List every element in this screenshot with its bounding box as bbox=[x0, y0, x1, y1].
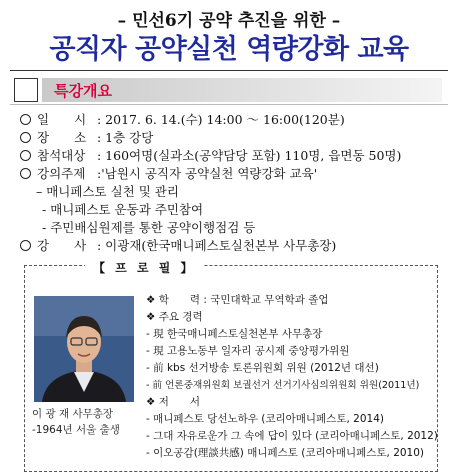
photo-caption: 이 광 재 사무총장 -1964년 서울 출생 bbox=[32, 408, 120, 436]
bullet-icon bbox=[20, 168, 31, 179]
overview-row-topic bbox=[20, 164, 317, 182]
page-title: 공직자 공약실천 역량강화 교육 bbox=[49, 34, 409, 65]
overview-label: 장 소 bbox=[37, 130, 87, 145]
section-title: 특강개요 bbox=[54, 82, 112, 100]
bullet-icon bbox=[20, 132, 31, 143]
section-box-icon bbox=[14, 78, 38, 102]
overview-label: 참석대상 bbox=[37, 148, 86, 163]
overview-label: 일 시 bbox=[37, 112, 87, 127]
overview-value: : 1층 강당 bbox=[97, 130, 154, 145]
profile-line: - 매니페스토 당선노하우 (코리아매니페스토, 2014) bbox=[146, 413, 384, 425]
profile-line: ❖ 주요 경력 bbox=[146, 311, 203, 323]
profile-line: - 現 고용노동부 일자리 공시제 중앙평가위원 bbox=[146, 345, 350, 357]
profile-line: ❖ 저 서 bbox=[146, 396, 201, 408]
lecturer-photo bbox=[34, 296, 134, 402]
profile-line: - 이오공감(理談共感) 매니페스토 (코리아매니페스토, 2010) bbox=[146, 447, 425, 459]
profile-line: - 現 한국매니페스토실천본부 사무총장 bbox=[146, 328, 323, 340]
profile-line: - 前 kbs 선거방송 토론위원회 위원 (2012년 대선) bbox=[146, 362, 379, 374]
overview-label: 강 사 bbox=[37, 238, 87, 253]
profile-line: ❖ 학 력 : 국민대학교 무역학과 졸업 bbox=[146, 294, 329, 306]
overview-row-attendees bbox=[20, 146, 401, 164]
overview-value: :'남원시 공직자 공약실천 역량강화 교육' bbox=[97, 166, 318, 181]
overview-value: : 160여명(실과소(공약담당 포함) 110명, 읍면동 50명) bbox=[97, 148, 402, 163]
profile-line: - 前 언론중재위원회 보궐선거 선거기사심의위원회 위원(2011년) bbox=[146, 380, 420, 391]
portrait-image bbox=[34, 296, 134, 402]
overview-value: : 이광재(한국매니페스토실천본부 사무총장) bbox=[97, 238, 337, 253]
topic-item: – 매니페스토 실천 및 관리 bbox=[36, 184, 179, 199]
bullet-icon bbox=[20, 240, 31, 251]
overview-row-date bbox=[20, 110, 345, 128]
divider-top bbox=[10, 70, 448, 71]
overview-label: 강의주제 bbox=[37, 166, 86, 181]
overview-value: : 2017. 6. 14.(수) 14:00 ～ 16:00(120분) bbox=[97, 112, 345, 127]
divider-section bbox=[10, 104, 448, 105]
overview-row-lecturer bbox=[20, 236, 336, 254]
bullet-icon bbox=[20, 150, 31, 161]
overview-row-place bbox=[20, 128, 153, 146]
profile-line: - 그대 자유로운가 그 속에 답이 있다 (코리아매니페스토, 2012) bbox=[146, 430, 438, 442]
profile-heading: 【 프 로 필 】 bbox=[85, 259, 204, 276]
subtitle: – 민선6기 공약 추진을 위한 – bbox=[117, 11, 341, 31]
topic-item: - 매니페스토 운동과 주민참여 bbox=[42, 202, 204, 217]
bullet-icon bbox=[20, 114, 31, 125]
topic-item: - 주민배심원제를 통한 공약이행점검 등 bbox=[42, 220, 256, 235]
